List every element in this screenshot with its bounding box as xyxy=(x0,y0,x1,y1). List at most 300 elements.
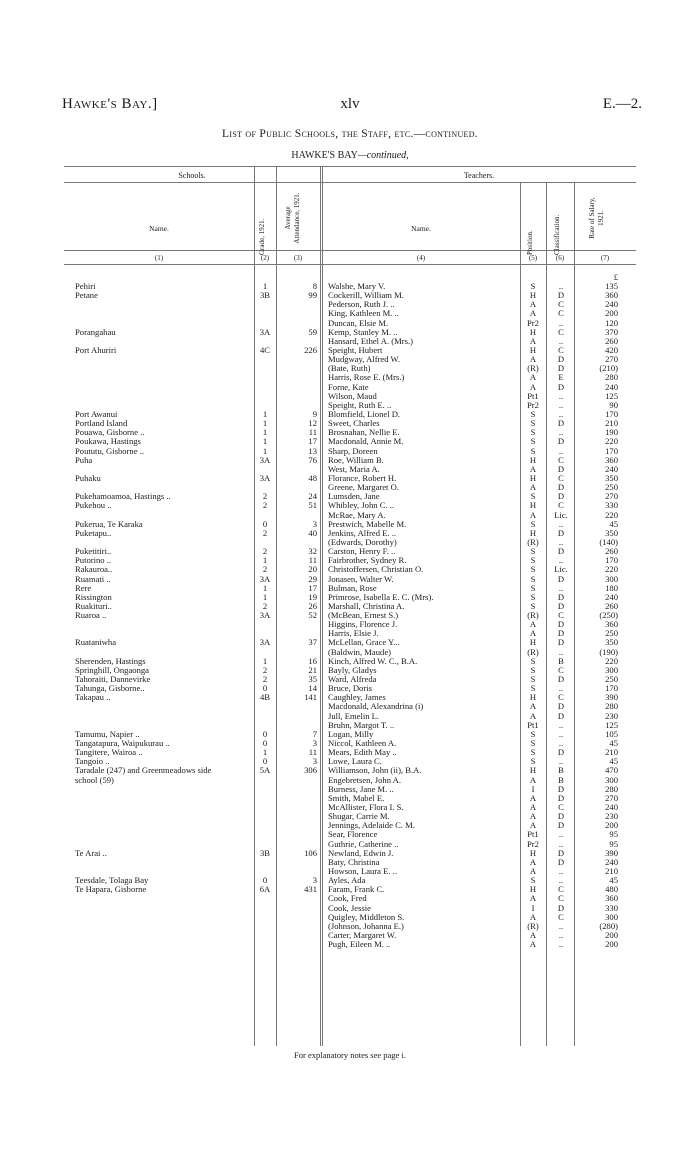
table-row xyxy=(64,611,636,620)
salary-cell: 300 xyxy=(605,911,618,922)
table-row xyxy=(64,748,636,757)
grade-cell: 1 xyxy=(262,281,268,291)
table-row xyxy=(64,593,636,602)
classification-cell: C xyxy=(558,884,564,895)
grade-cell: 3B xyxy=(259,290,271,301)
position-cell: A xyxy=(529,308,537,319)
salary-cell: 95 xyxy=(609,829,618,840)
attendance-cell: 3 xyxy=(312,875,317,886)
table-row xyxy=(64,794,636,803)
table-row xyxy=(64,702,636,711)
col-header-school-name: Name. xyxy=(149,224,169,233)
table-row xyxy=(64,328,636,337)
salary-cell: 240 xyxy=(605,299,618,310)
classification-cell: D xyxy=(557,482,565,493)
region-continued: —continued, xyxy=(357,150,409,161)
classification-cell: B xyxy=(558,765,564,776)
classification-cell: D xyxy=(557,674,565,685)
attendance-cell: 19 xyxy=(308,591,317,602)
position-cell: S xyxy=(530,600,536,611)
table-row xyxy=(64,821,636,830)
classification-cell: D xyxy=(557,600,565,611)
grade-cell: 5A xyxy=(259,765,271,776)
teacher-name: West, Maria A. xyxy=(328,464,380,474)
grade-cell: 2 xyxy=(262,546,268,557)
grade-cell: 0 xyxy=(262,756,268,767)
grade-cell: 2 xyxy=(262,491,268,502)
teacher-name: Caughley, James xyxy=(328,693,386,703)
attendance-cell: 24 xyxy=(308,491,317,502)
col-header-teacher-name: Name. xyxy=(411,224,431,233)
school-name: Teesdale, Tolaga Bay xyxy=(75,876,149,886)
salary-cell: 270 xyxy=(605,491,618,502)
position-cell: S xyxy=(530,436,536,447)
attendance-cell: 35 xyxy=(308,674,317,685)
classification-cell: D xyxy=(557,628,565,639)
salary-cell: 300 xyxy=(605,573,618,584)
table-row xyxy=(64,428,636,437)
classification-cell: D xyxy=(557,747,565,758)
classification-cell: .. xyxy=(558,281,564,291)
teacher-name: Macdonald, Alexandrina (i) xyxy=(328,702,424,712)
table-row xyxy=(64,638,636,647)
table-row xyxy=(64,410,636,419)
salary-cell: 260 xyxy=(605,546,618,557)
position-cell: A xyxy=(529,792,537,803)
salary-cell: 370 xyxy=(605,326,618,337)
position-cell: S xyxy=(530,564,536,575)
grade-cell: 0 xyxy=(262,875,268,886)
group-header-schools: Schools. xyxy=(178,171,206,180)
salary-cell: 210 xyxy=(605,418,618,429)
grade-cell: 0 xyxy=(262,728,268,739)
classification-cell: .. xyxy=(558,399,564,410)
school-name: Ruamati .. xyxy=(75,574,111,584)
teacher-name: Florance, Robert H. xyxy=(328,473,397,483)
grade-cell: 1 xyxy=(262,555,268,566)
classification-cell: D xyxy=(557,591,565,602)
position-cell: A xyxy=(529,774,537,785)
col-header-grade: Grade, 1921. xyxy=(258,218,266,255)
salary-cell: 220 xyxy=(605,655,618,666)
attendance-cell: 17 xyxy=(308,582,317,593)
salary-cell: 270 xyxy=(605,792,618,803)
classification-cell: D xyxy=(557,418,565,429)
position-cell: H xyxy=(529,500,537,511)
grade-cell: 0 xyxy=(262,738,268,749)
grade-cell: 0 xyxy=(262,683,268,694)
salary-cell: 170 xyxy=(605,445,618,456)
table-row xyxy=(64,300,636,309)
school-name: Tamumu, Napier .. xyxy=(75,729,140,739)
classification-cell: .. xyxy=(558,427,564,438)
position-cell: A xyxy=(529,856,537,867)
grade-cell: 3A xyxy=(259,610,271,621)
table-row xyxy=(64,437,636,446)
position-cell: S xyxy=(530,655,536,666)
footnote: For explanatory notes see page i. xyxy=(294,1050,406,1060)
grade-cell: 6A xyxy=(259,884,271,895)
classification-cell: .. xyxy=(558,408,564,419)
teacher-name: Hansard, Ethel A. (Mrs.) xyxy=(328,336,413,346)
school-name: Puhaku xyxy=(75,473,101,483)
table-row xyxy=(64,373,636,382)
teacher-name: Fairbrother, Sydney R. xyxy=(328,556,407,566)
teacher-name: Carter, Margaret W. xyxy=(328,930,397,940)
salary-cell: 350 xyxy=(605,637,618,648)
salary-cell: 270 xyxy=(605,354,618,365)
classification-cell: D xyxy=(557,783,565,794)
position-cell: A xyxy=(529,381,537,392)
table-row xyxy=(64,392,636,401)
table-row xyxy=(64,757,636,766)
grade-cell: 1 xyxy=(262,655,268,666)
school-name: Puketitiri.. xyxy=(75,547,112,557)
header-rule xyxy=(64,250,636,251)
position-cell: H xyxy=(529,290,537,301)
table-row xyxy=(64,940,636,949)
attendance-cell: 52 xyxy=(308,610,317,621)
classification-cell: D xyxy=(557,363,565,374)
table-row xyxy=(64,565,636,574)
attendance-cell: 14 xyxy=(308,683,317,694)
table-row xyxy=(64,894,636,903)
table-row xyxy=(64,684,636,693)
position-cell: A xyxy=(529,372,537,383)
classification-cell: D xyxy=(557,463,565,474)
school-name: Ruakituri.. xyxy=(75,601,112,611)
salary-cell: 280 xyxy=(605,372,618,383)
page-number: xlv xyxy=(340,96,360,112)
salary-cell: 360 xyxy=(605,454,618,465)
grade-cell: 3A xyxy=(259,454,271,465)
salary-cell: 420 xyxy=(605,344,618,355)
table-row xyxy=(64,364,636,373)
classification-cell: C xyxy=(558,893,564,904)
table-row xyxy=(64,620,636,629)
attendance-cell: 226 xyxy=(304,344,317,355)
table-row xyxy=(64,904,636,913)
position-cell: S xyxy=(530,747,536,758)
col-number: (7) xyxy=(600,254,610,262)
classification-cell: .. xyxy=(558,536,564,547)
position-cell: (R) xyxy=(527,363,539,374)
grade-cell: 1 xyxy=(262,436,268,447)
table-row xyxy=(64,922,636,931)
school-name: Poukawa, Hastings xyxy=(75,437,141,447)
col-header-classification: Classification. xyxy=(553,214,561,255)
table-row xyxy=(64,492,636,501)
salary-cell: 95 xyxy=(609,838,618,849)
position-cell: S xyxy=(530,591,536,602)
grade-cell: 2 xyxy=(262,600,268,611)
salary-cell: 230 xyxy=(605,811,618,822)
attendance-cell: 306 xyxy=(304,765,317,776)
col-number: (2) xyxy=(260,254,270,262)
table-row xyxy=(64,675,636,684)
school-name: Taradale (247) and Greenmeadows side xyxy=(75,766,212,776)
table-row xyxy=(64,319,636,328)
salary-cell: 240 xyxy=(605,856,618,867)
table-row xyxy=(64,602,636,611)
table-row xyxy=(64,657,636,666)
school-name: Tangoio .. xyxy=(75,757,110,767)
position-cell: S xyxy=(530,674,536,685)
classification-cell: .. xyxy=(558,335,564,346)
salary-cell: 125 xyxy=(605,719,618,730)
school-name: Puha xyxy=(75,455,93,465)
position-cell: S xyxy=(530,546,536,557)
position-cell: H xyxy=(529,472,537,483)
salary-cell: 190 xyxy=(605,427,618,438)
table-row xyxy=(64,474,636,483)
teacher-name: Faram, Frank C. xyxy=(328,885,385,895)
classification-cell: .. xyxy=(558,838,564,849)
attendance-cell: 3 xyxy=(312,738,317,749)
salary-cell: 300 xyxy=(605,664,618,675)
table-row xyxy=(64,812,636,821)
teacher-name: Speight, Ruth E. .. xyxy=(328,400,392,410)
table-row xyxy=(64,447,636,456)
teacher-name: Harris, Rose E. (Mrs.) xyxy=(328,373,405,383)
classification-cell: .. xyxy=(558,445,564,456)
school-name: Petane xyxy=(75,291,98,301)
col-number: (6) xyxy=(555,254,565,262)
salary-cell: (250) xyxy=(599,610,618,621)
col-header-salary: Rate of Salary, 1921. xyxy=(588,197,605,239)
teacher-name: Speight, Hubert xyxy=(328,345,383,355)
position-cell: Pt1 xyxy=(527,829,539,840)
classification-cell: D xyxy=(557,491,565,502)
grade-cell: 2 xyxy=(262,664,268,675)
teacher-name: (McBean, Ernest S.) xyxy=(328,611,399,621)
salary-cell: 45 xyxy=(609,738,618,749)
classification-cell: .. xyxy=(558,875,564,886)
grade-cell: 1 xyxy=(262,747,268,758)
attendance-cell: 48 xyxy=(308,472,317,483)
teacher-name: Lowe, Laura C. xyxy=(328,757,382,767)
salary-cell: 240 xyxy=(605,381,618,392)
attendance-cell: 32 xyxy=(308,546,317,557)
teacher-name: Kemp, Stanley M. .. xyxy=(328,327,398,337)
table-row xyxy=(64,803,636,812)
classification-cell: D xyxy=(557,381,565,392)
salary-cell: 300 xyxy=(605,774,618,785)
position-cell: H xyxy=(529,326,537,337)
school-name: Ruataniwha xyxy=(75,638,117,648)
position-cell: A xyxy=(529,710,537,721)
teacher-name: Ayles, Ada xyxy=(328,876,366,886)
teacher-name: Logan, Milly xyxy=(328,729,374,739)
table-row xyxy=(64,648,636,657)
grade-cell: 2 xyxy=(262,500,268,511)
position-cell: Pr2 xyxy=(527,838,539,849)
position-cell: S xyxy=(530,555,536,566)
table-row xyxy=(64,876,636,885)
position-cell: A xyxy=(529,701,537,712)
teacher-name: Forne, Kate xyxy=(328,382,369,392)
position-cell: (R) xyxy=(527,536,539,547)
table-row xyxy=(64,931,636,940)
classification-cell: D xyxy=(557,290,565,301)
grade-cell: 1 xyxy=(262,427,268,438)
classification-cell: C xyxy=(558,344,564,355)
teacher-name: King, Kathleen M. .. xyxy=(328,309,399,319)
salary-cell: (190) xyxy=(599,646,618,657)
position-cell: A xyxy=(529,911,537,922)
classification-cell: .. xyxy=(558,390,564,401)
position-cell: S xyxy=(530,281,536,291)
school-name: Putorino .. xyxy=(75,556,112,566)
table-row xyxy=(64,556,636,565)
teacher-name: Roe, William B. xyxy=(328,455,384,465)
attendance-cell: 12 xyxy=(308,418,317,429)
teacher-name: Christoffersen, Christian O. xyxy=(328,565,424,575)
position-cell: Pt1 xyxy=(527,390,539,401)
grade-cell: 0 xyxy=(262,518,268,529)
attendance-cell: 59 xyxy=(308,326,317,337)
salary-cell: 210 xyxy=(605,866,618,876)
table-title: List of Public Schools, the Staff, etc.—continued. xyxy=(222,128,478,140)
classification-cell: .. xyxy=(558,829,564,840)
table-rule-top xyxy=(64,166,636,167)
position-cell: S xyxy=(530,408,536,419)
salary-cell: 200 xyxy=(605,929,618,940)
table-row xyxy=(64,913,636,922)
table-row xyxy=(64,383,636,392)
classification-cell: Lic. xyxy=(554,509,568,520)
salary-cell: 240 xyxy=(605,591,618,602)
teacher-name: Wilson, Maud xyxy=(328,391,377,401)
schools-table xyxy=(64,166,636,1046)
teacher-name: Sharp, Doreen xyxy=(328,446,378,456)
teacher-name: Mears, Edith May .. xyxy=(328,748,397,758)
classification-cell: .. xyxy=(558,719,564,730)
classification-cell: C xyxy=(558,308,564,319)
teacher-name: McRae, Mary A. xyxy=(328,510,386,520)
table-row xyxy=(64,730,636,739)
classification-cell: C xyxy=(558,472,564,483)
teacher-name: Harris, Elsie J. xyxy=(328,629,379,639)
grade-cell: 1 xyxy=(262,445,268,456)
salary-cell: 120 xyxy=(605,317,618,328)
group-rule xyxy=(64,182,636,183)
teacher-name: Whibley, John C. .. xyxy=(328,501,395,511)
classification-cell: D xyxy=(557,902,565,913)
school-name: Port Awanui xyxy=(75,409,118,419)
position-cell: A xyxy=(529,802,537,813)
col-number: (1) xyxy=(154,254,164,262)
teacher-name: McAllister, Flora I. S. xyxy=(328,803,404,813)
position-cell: S xyxy=(530,427,536,438)
classification-cell: .. xyxy=(558,738,564,749)
classification-cell: .. xyxy=(558,756,564,767)
salary-cell: 200 xyxy=(605,820,618,831)
salary-cell: 470 xyxy=(605,765,618,776)
salary-cell: 350 xyxy=(605,527,618,538)
grade-cell: 1 xyxy=(262,408,268,419)
position-cell: H xyxy=(529,692,537,703)
classification-cell: C xyxy=(558,610,564,621)
position-cell: A xyxy=(529,893,537,904)
salary-cell: 170 xyxy=(605,408,618,419)
table-row xyxy=(64,501,636,510)
school-name: Pehiri xyxy=(75,282,96,291)
table-row xyxy=(64,309,636,318)
teacher-name: Blomfield, Lionel D. xyxy=(328,409,401,419)
salary-cell: 230 xyxy=(605,710,618,721)
salary-cell: 250 xyxy=(605,628,618,639)
salary-cell: 260 xyxy=(605,600,618,611)
salary-cell: 280 xyxy=(605,701,618,712)
position-cell: A xyxy=(529,939,537,950)
salary-cell: 90 xyxy=(609,399,618,410)
table-row xyxy=(64,337,636,346)
group-header-teachers: Teachers. xyxy=(463,171,495,180)
attendance-cell: 40 xyxy=(308,527,317,538)
salary-cell: 180 xyxy=(605,582,618,593)
position-cell: A xyxy=(529,929,537,940)
classification-cell: D xyxy=(557,619,565,630)
attendance-cell: 26 xyxy=(308,600,317,611)
attendance-cell: 76 xyxy=(308,454,317,465)
school-name: Takapau .. xyxy=(75,693,111,703)
table-row xyxy=(64,538,636,547)
position-cell: Pr2 xyxy=(527,317,539,328)
position-cell: A xyxy=(529,811,537,822)
school-name: Port Ahuriri xyxy=(75,345,117,355)
classification-cell: D xyxy=(557,792,565,803)
teacher-name: Cook, Fred xyxy=(328,894,367,904)
school-name: Poututu, Gisborne .. xyxy=(75,446,144,456)
teacher-name: Shugar, Carrie M. xyxy=(328,812,390,822)
teacher-name: Bulman, Rose xyxy=(328,583,377,593)
table-row xyxy=(64,456,636,465)
classification-cell: .. xyxy=(558,518,564,529)
salary-cell: 280 xyxy=(605,783,618,794)
classification-cell: D xyxy=(557,710,565,721)
table-row xyxy=(64,776,636,785)
school-name: Pouawa, Gisborne .. xyxy=(75,428,145,438)
table-body xyxy=(64,282,636,949)
classification-cell: .. xyxy=(558,683,564,694)
table-row xyxy=(64,291,636,300)
classification-cell: D xyxy=(557,701,565,712)
classification-cell: E xyxy=(558,372,564,383)
salary-cell: 210 xyxy=(605,747,618,758)
school-name: Sherenden, Hastings xyxy=(75,656,146,666)
grade-cell: 2 xyxy=(262,674,268,685)
position-cell: I xyxy=(531,902,535,913)
school-name: Tangitere, Wairoa .. xyxy=(75,748,143,758)
teacher-name: (Baldwin, Maude) xyxy=(328,647,392,657)
salary-cell: 125 xyxy=(605,390,618,401)
classification-cell: D xyxy=(557,546,565,557)
table-row xyxy=(64,483,636,492)
salary-cell: 220 xyxy=(605,564,618,575)
position-cell: A xyxy=(529,509,537,520)
table-row xyxy=(64,520,636,529)
teacher-name: Williamson, John (ii), B.A. xyxy=(328,766,422,776)
salary-cell: 240 xyxy=(605,802,618,813)
grade-cell: 3A xyxy=(259,573,271,584)
teacher-name: Prestwich, Mabelle M. xyxy=(328,519,407,529)
salary-cell: 135 xyxy=(605,281,618,291)
table-row xyxy=(64,840,636,849)
school-name: Tangatapura, Waipukurau .. xyxy=(75,739,170,749)
col-header-position: Position. xyxy=(526,230,534,255)
table-row xyxy=(64,529,636,538)
